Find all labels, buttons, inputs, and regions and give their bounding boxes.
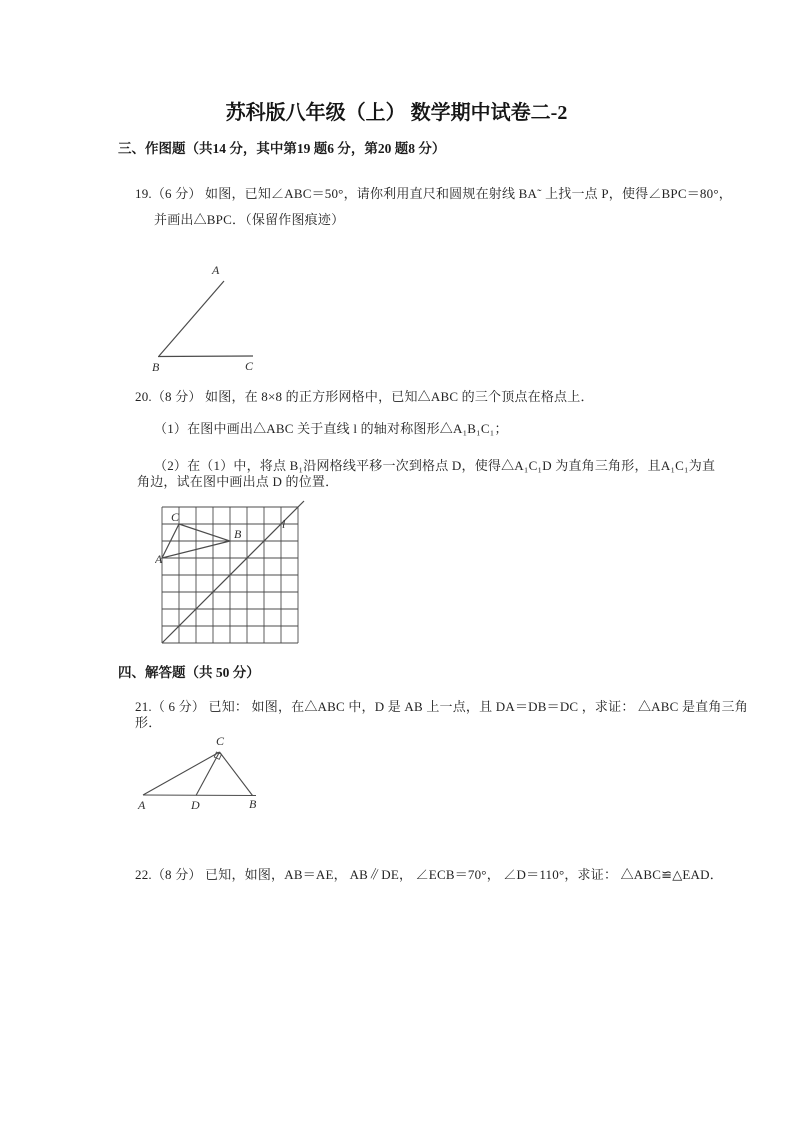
ray-bc [158, 356, 253, 357]
q19-angle-figure [140, 258, 265, 376]
point-b-label: B [152, 360, 160, 374]
side-cb [220, 752, 253, 796]
question-19-line-1: 19.（6 分） 如图，已知∠ABC＝50°，请你利用直尺和圆规在射线 BA˜ 上找一点 P，使得∠BPC＝80°， [135, 186, 732, 201]
point-a-label: A [138, 798, 146, 812]
line-l-label: l [282, 517, 286, 531]
question-19-line-2: 并画出△BPC．（保留作图痕迹） [154, 212, 345, 227]
question-22-line-1: 22.（8 分） 已知，如图，AB＝AE， AB∥DE， ∠ECB＝70°， ∠D＝110°，求证： △ABC≌△EAD． [135, 867, 723, 882]
point-a-label: A [212, 263, 220, 277]
point-a-label: A [155, 552, 163, 566]
point-c-label: C [216, 734, 225, 748]
point-c-label: C [171, 510, 180, 524]
question-20-part-2-line-1: （2）在（1）中，将点 B₁沿网格线平移一次到格点 D，使得△A₁C₁D 为直角三角形，且A₁C₁为直 [154, 458, 716, 473]
point-c-label: C [245, 359, 254, 373]
side-ab [143, 795, 256, 796]
question-20-line-1: 20.（8 分） 如图，在 8×8 的正方形网格中，已知△ABC 的三个顶点在格点上． [135, 389, 594, 404]
section-3-heading: 三、作图题（共14 分，其中第19 题6 分，第20 题8 分） [118, 141, 446, 156]
question-21-line-2: 形． [135, 715, 162, 730]
question-21-line-1: 21.（ 6 分） 已知： 如图，在△ABC 中，D 是 AB 上一点，且 DA＝DB＝DC ，求证： △ABC 是直角三角 [135, 699, 748, 714]
point-d-label: D [191, 798, 200, 812]
q21-triangle-figure [130, 734, 275, 814]
section-4-heading: 四、解答题（共 50 分） [118, 665, 260, 680]
question-20-part-1: （1）在图中画出△ABC 关于直线 l 的轴对称图形△A₁B₁C₁； [154, 421, 508, 436]
point-b-label: B [249, 797, 257, 811]
ray-ba [159, 281, 224, 356]
point-b-label: B [234, 527, 242, 541]
page-title: 苏科版八年级（上） 数学期中试卷二-2 [225, 102, 568, 124]
q20-grid-figure [155, 497, 311, 649]
question-20-part-2-line-2: 角边，试在图中画出点 D 的位置． [137, 474, 339, 489]
